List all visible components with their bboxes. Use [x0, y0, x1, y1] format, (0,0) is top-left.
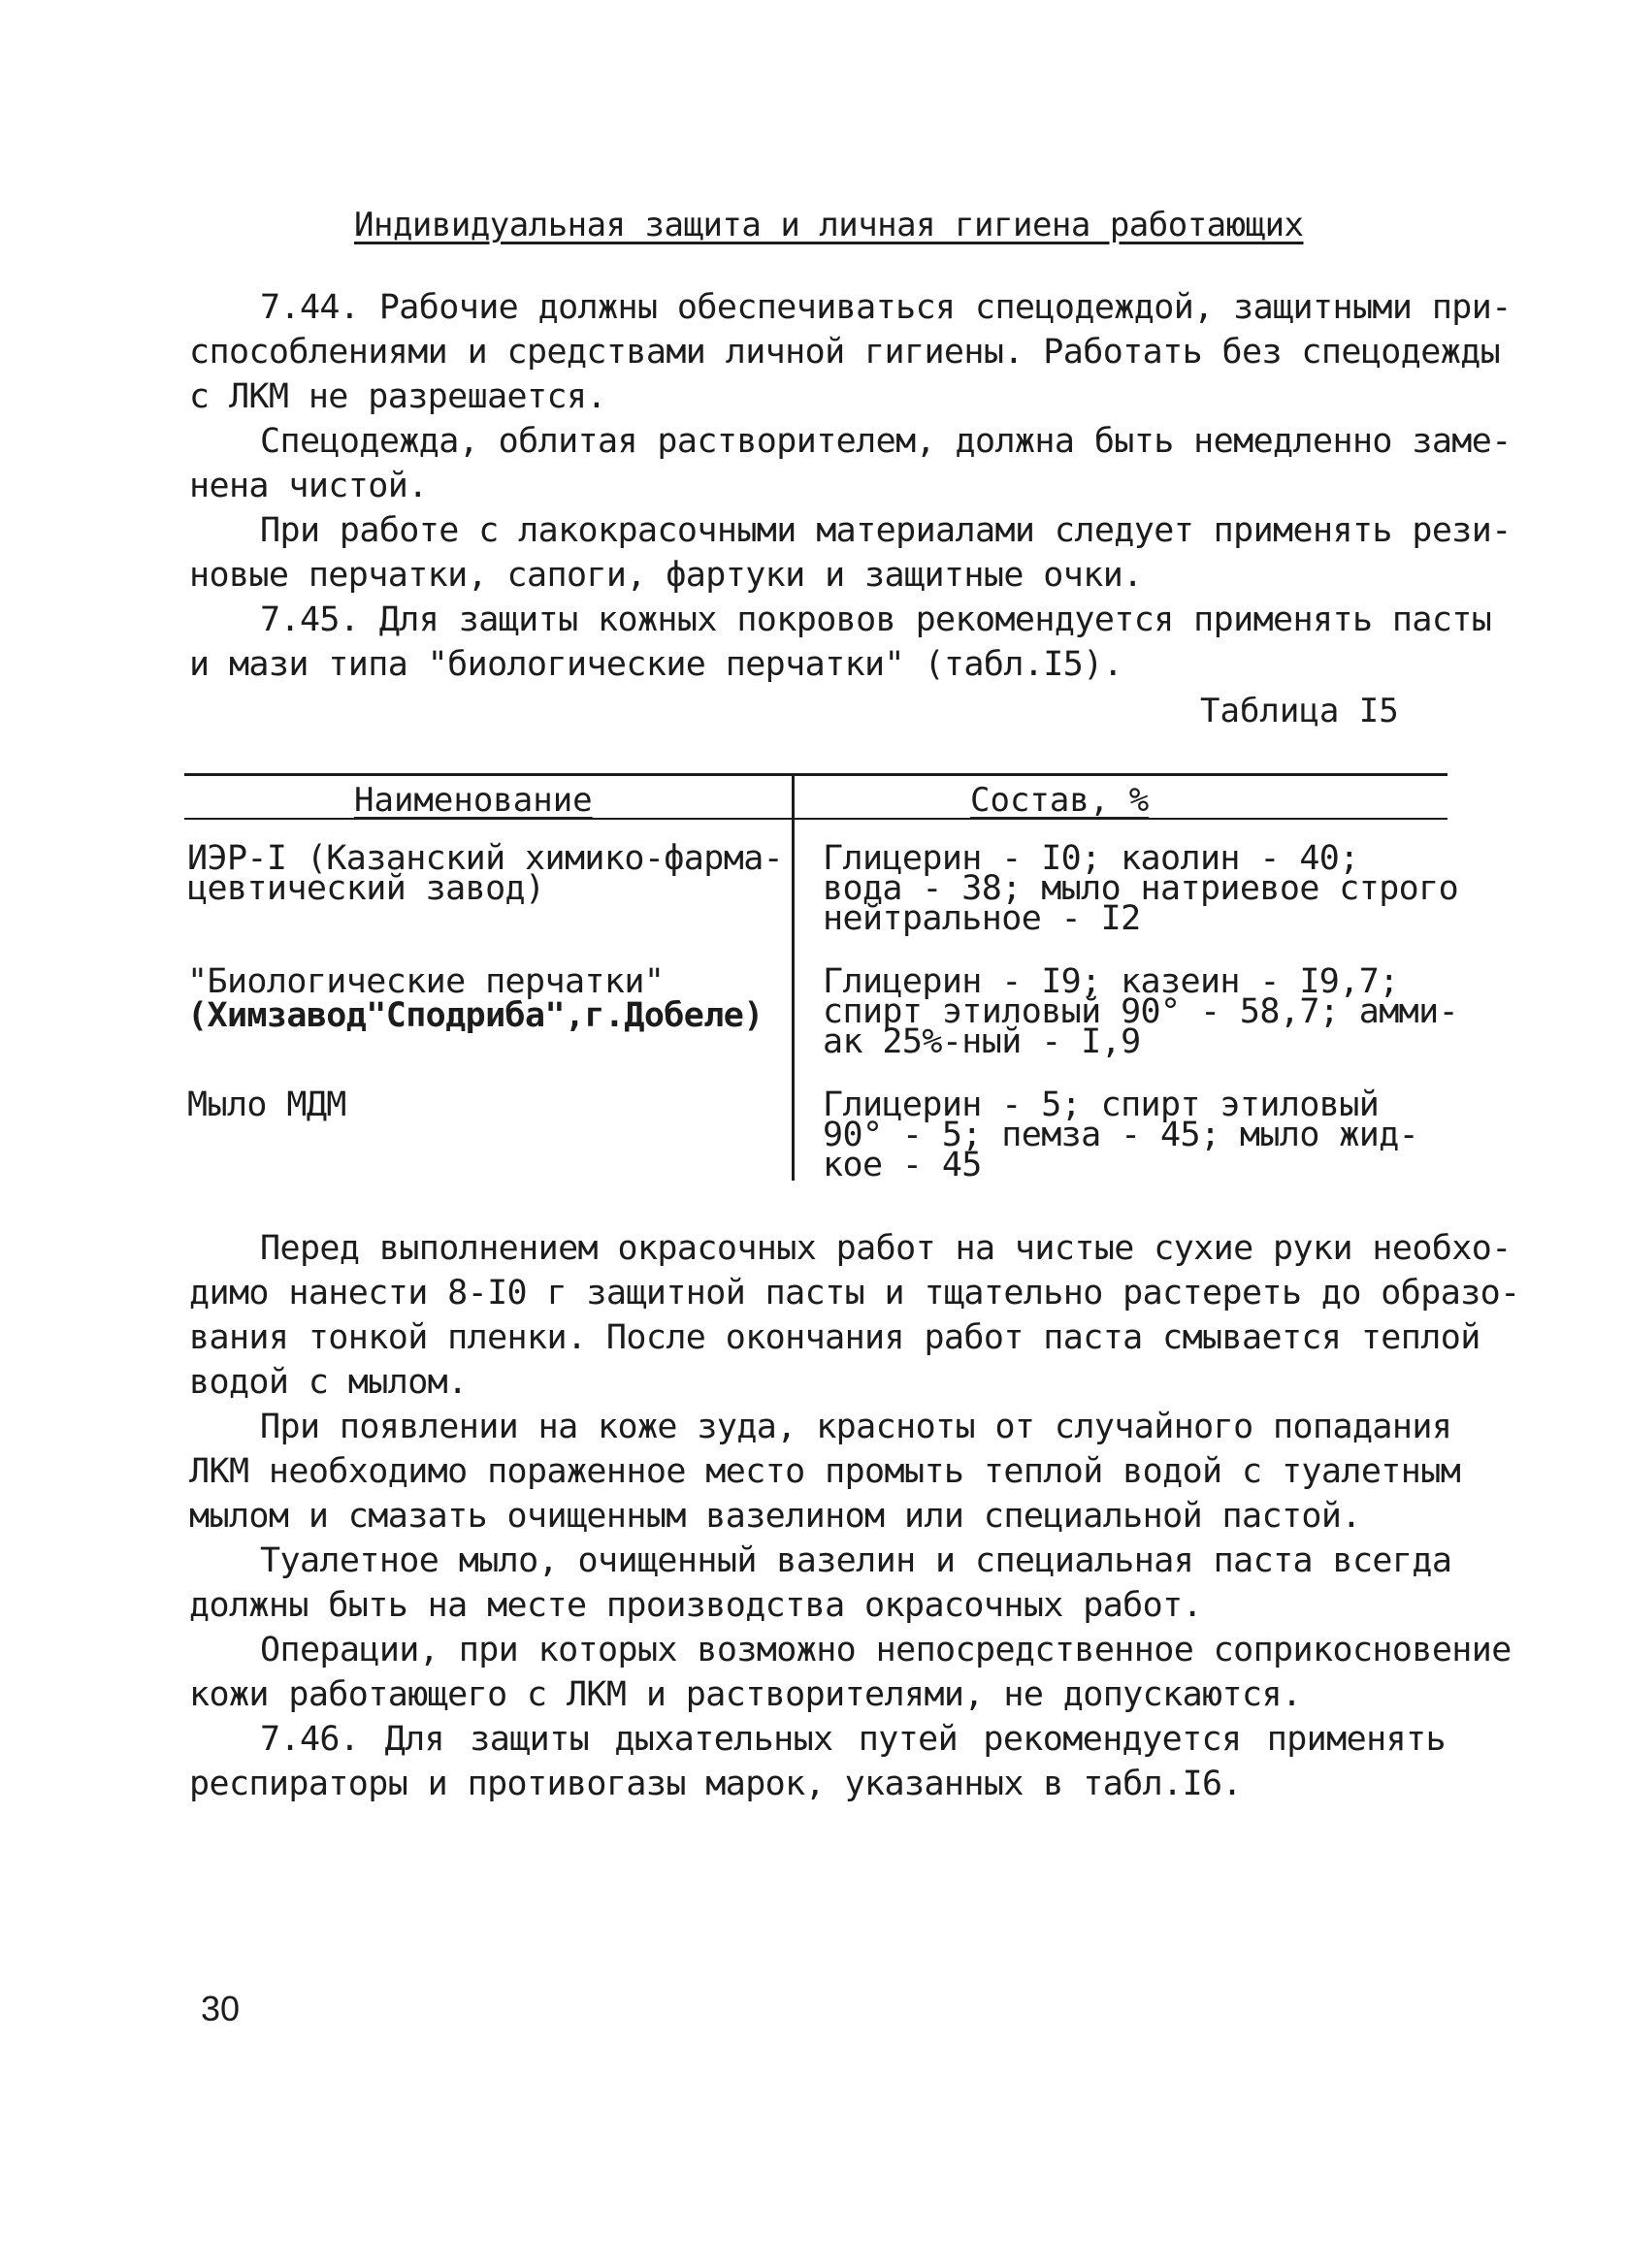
- paragraph-itching-line-2: ЛКМ необходимо пораженное место промыть теплой водой с туалетным: [189, 1452, 1461, 1491]
- table-row-3-name-line-1: Мыло МДМ: [187, 1085, 346, 1124]
- paragraph-application-line-2: димо нанести 8-I0 г защитной пасты и тщательно растереть до образо-: [189, 1274, 1520, 1312]
- paragraph-application-line-4: водой с мылом.: [189, 1363, 468, 1402]
- paragraph-soap-line-1: Туалетное мыло, очищенный вазелин и специальная паста всегда: [260, 1541, 1452, 1580]
- table-row-3-composition-line-2: 90° - 5; пемза - 45; мыло жид-: [823, 1116, 1419, 1154]
- paragraph-soap-line-2: должны быть на месте производства окрасочных работ.: [189, 1586, 1203, 1625]
- table-row-1-name-line-2: цевтический завод): [187, 869, 545, 908]
- table-caption: Таблица I5: [1200, 692, 1399, 730]
- paragraph-operations-line-2: кожи работающего с ЛКМ и растворителями, не допускаются.: [189, 1675, 1302, 1714]
- table-row-2-name-line-1: "Биологические перчатки": [187, 962, 665, 1001]
- table-row-2-name-line-2: (Химзавод"Сподриба",г.Добеле): [187, 996, 764, 1035]
- table-row-1-composition-line-3: нейтральное - I2: [823, 899, 1141, 938]
- paragraph-7-45-line-2: и мази типа "биологические перчатки" (табл.I5).: [189, 645, 1123, 684]
- table-row-2-composition-line-1: Глицерин - I9; казеин - I9,7;: [823, 962, 1399, 1001]
- paragraph-itching-line-3: мылом и смазать очищенным вазелином или специальной пастой.: [189, 1497, 1361, 1536]
- paragraph-overalls-line-2: нена чистой.: [189, 467, 428, 505]
- table-row-1-composition-line-1: Глицерин - I0; каолин - 40;: [823, 839, 1359, 878]
- table-row-1-composition-line-2: вода - 38; мыло натриевое строго: [823, 869, 1459, 908]
- table-row-2-composition-line-3: ак 25%-ный - I,9: [823, 1022, 1141, 1061]
- table-top-rule: [184, 773, 1447, 776]
- paragraph-7-46-line-1: 7.46. Для защиты дыхательных путей рекомендуется применять: [260, 1720, 1446, 1759]
- paragraph-7-45-line-1: 7.45. Для защиты кожных покровов рекомендуется применять пасты: [260, 600, 1492, 639]
- paragraph-7-46-line-2: респираторы и противогазы марок, указанных в табл.I6.: [189, 1765, 1243, 1803]
- paragraph-paints-line-2: новые перчатки, сапоги, фартуки и защитные очки.: [189, 556, 1143, 595]
- paragraph-7-44-line-1: 7.44. Рабочие должны обеспечиваться спецодеждой, защитными при-: [260, 288, 1512, 327]
- section-heading: Индивидуальная защита и личная гигиена работающих: [354, 206, 1304, 244]
- paragraph-7-44-line-2: способлениями и средствами личной гигиены. Работать без спецодежды: [189, 333, 1501, 372]
- paragraph-itching-line-1: При появлении на коже зуда, красноты от случайного попадания: [260, 1408, 1452, 1446]
- table-row-3-composition-line-1: Глицерин - 5; спирт этиловый: [823, 1085, 1380, 1124]
- table-header-composition: Состав, %: [970, 781, 1150, 820]
- paragraph-7-44-line-3: с ЛКМ не разрешается.: [189, 377, 606, 416]
- table-row-1-name-line-1: ИЭР-I (Казанский химико-фарма-: [187, 839, 784, 878]
- table-column-divider: [792, 773, 795, 1181]
- table-row-2-composition-line-2: спирт этиловый 90° - 58,7; амми-: [823, 992, 1459, 1031]
- paragraph-application-line-3: вания тонкой пленки. После окончания работ паста смывается теплой: [189, 1318, 1480, 1357]
- page-number: 30: [201, 1989, 241, 2028]
- paragraph-application-line-1: Перед выполнением окрасочных работ на чистые сухие руки необхо-: [260, 1229, 1512, 1268]
- paragraph-operations-line-1: Операции, при которых возможно непосредственное соприкосновение: [260, 1631, 1512, 1669]
- paragraph-overalls-line-1: Спецодежда, облитая растворителем, должна быть немедленно заме-: [260, 422, 1512, 461]
- table-header-name: Наименование: [354, 781, 593, 820]
- table-row-3-composition-line-3: кое - 45: [823, 1146, 982, 1184]
- paragraph-paints-line-1: При работе с лакокрасочными материалами следует применять рези-: [260, 511, 1512, 550]
